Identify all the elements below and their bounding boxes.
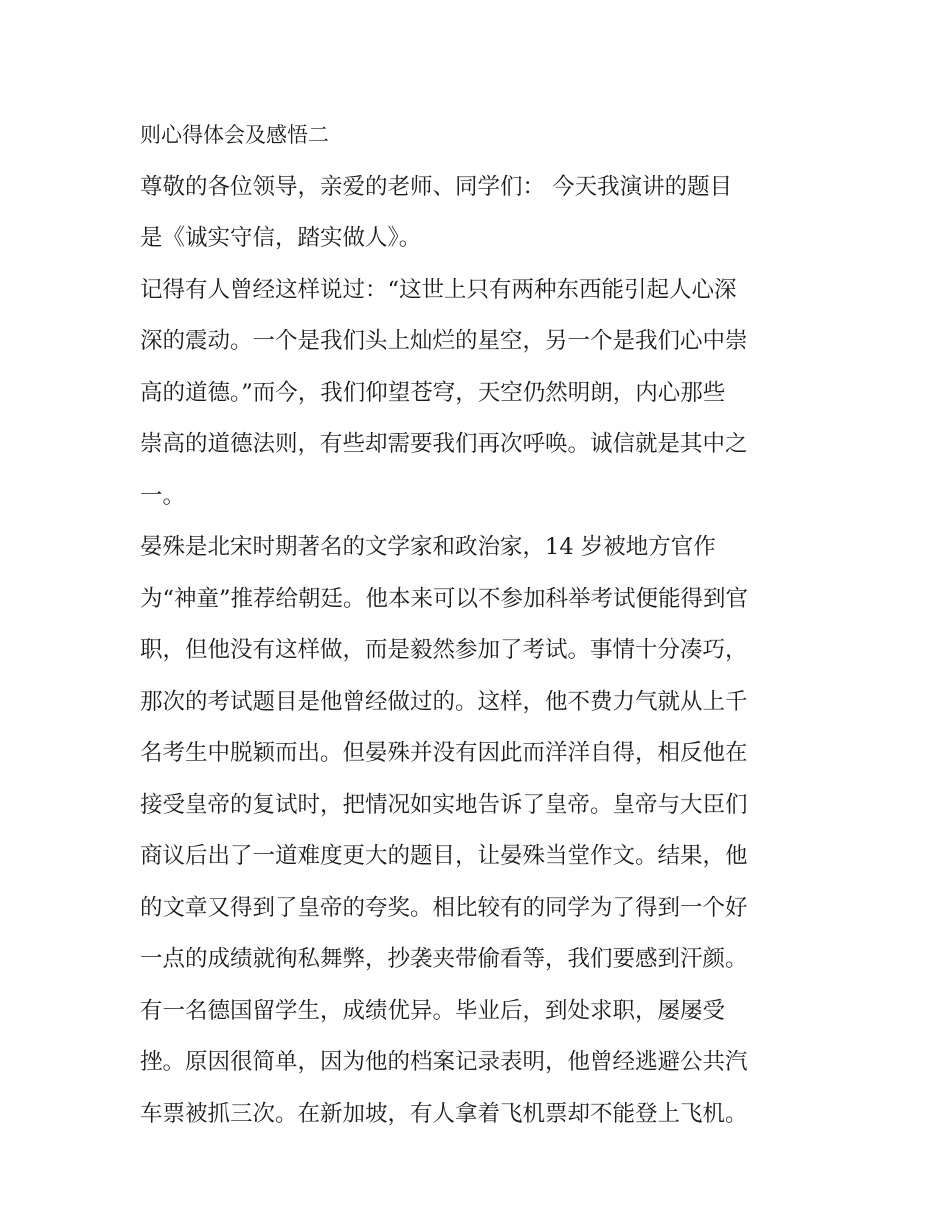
text-line: 为“神童”推荐给朝廷。他本来可以不参加科举考试便能得到官 bbox=[140, 585, 749, 612]
text-line: 一。 bbox=[140, 482, 186, 509]
text-line: 的文章又得到了皇帝的夸奖。相比较有的同学为了得到一个好 bbox=[140, 894, 748, 921]
text-line: 有一名德国留学生，成绩优异。毕业后，到处求职，屡屡受 bbox=[140, 997, 726, 1024]
text-line: 高的道德。”而今，我们仰望苍穹，天空仍然明朗，内心那些 bbox=[140, 379, 726, 406]
text-line: 记得有人曾经这样说过：“这世上只有两种东西能引起人心深 bbox=[140, 276, 737, 303]
text-line: 车票被抓三次。在新加坡，有人拿着飞机票却不能登上飞机。 bbox=[140, 1100, 748, 1127]
text-line: 崇高的道德法则，有些却需要我们再次呼唤。诚信就是其中之 bbox=[140, 431, 748, 457]
document-title: 则心得体会及感悟二 bbox=[140, 123, 329, 147]
text-line: 深的震动。一个是我们头上灿烂的星空，另一个是我们心中崇 bbox=[140, 328, 748, 354]
text-line: 职，但他没有这样做，而是毅然参加了考试。事情十分凑巧， bbox=[140, 637, 748, 663]
text-line: 接受皇帝的复试时，把情况如实地告诉了皇帝。皇帝与大臣们 bbox=[140, 791, 748, 818]
text-line: 挫。原因很简单，因为他的档案记录表明，他曾经逃避公共汽 bbox=[140, 1049, 748, 1075]
text-line: 尊敬的各位领导，亲爱的老师、同学们： 今天我演讲的题目 bbox=[140, 173, 733, 200]
document-body bbox=[140, 110, 820, 1140]
text-line: 是《诚实守信，踏实做人》。 bbox=[140, 225, 422, 251]
text-line: 一点的成绩就徇私舞弊，抄袭夹带偷看等，我们要感到汗颜。 bbox=[140, 946, 748, 972]
text-line: 商议后出了一道难度更大的题目，让晏殊当堂作文。结果，他 bbox=[140, 843, 748, 869]
text-line: 晏殊是北宋时期著名的文学家和政治家，14 岁被地方官作 bbox=[140, 534, 716, 560]
text-line: 名考生中脱颖而出。但晏殊并没有因此而洋洋自得，相反他在 bbox=[140, 740, 748, 766]
text-line: 那次的考试题目是他曾经做过的。这样，他不费力气就从上千 bbox=[140, 688, 748, 715]
